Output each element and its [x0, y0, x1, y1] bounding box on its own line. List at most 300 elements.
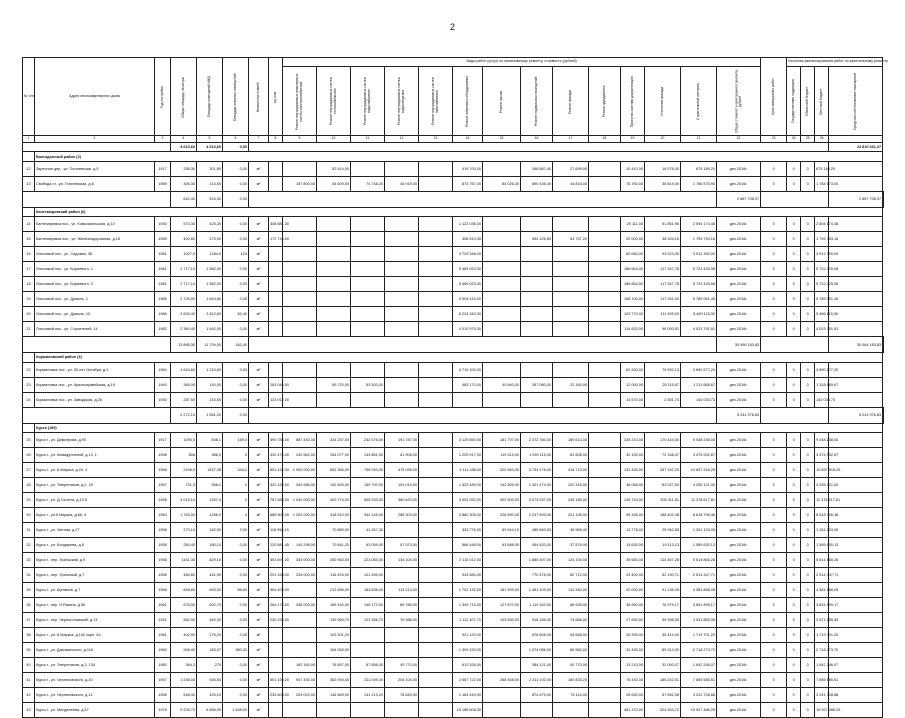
- cell-c8: [269, 161, 283, 176]
- subtotal-owners: 30 064 183,83: [829, 337, 883, 353]
- cell-c20: 2 551,73: [645, 392, 681, 407]
- cell-a1: 9 226,70: [171, 702, 197, 717]
- cell-c10: 164 045,00: [317, 642, 351, 657]
- cell-c17: 86 580,00: [553, 642, 589, 657]
- cell-n: 31: [23, 522, 35, 537]
- cell-c20: 57 652,08: [645, 687, 681, 702]
- cell-c10: 70 841,20: [317, 537, 351, 552]
- cell-a2: 1 644,80: [197, 292, 223, 307]
- cell-c13: [419, 392, 453, 407]
- cell-c21: 4 023 791,51: [681, 322, 717, 337]
- table-row: [23, 217, 884, 232]
- cell-c9: [283, 362, 317, 377]
- cell-c12: [385, 392, 419, 407]
- subtotal-gap: [249, 337, 717, 353]
- cell-c14: 1 523 489,00: [453, 477, 483, 492]
- cell-c8: 685 902,00: [269, 507, 283, 522]
- cell-year: 1917: [155, 432, 171, 447]
- cell-s26: 5 614 865,28: [815, 552, 829, 567]
- cell-c15: [483, 292, 521, 307]
- cell-s26: 3 241 728,88: [815, 687, 829, 702]
- cell-s24: 0: [787, 307, 801, 322]
- cell-a1: 2 360,40: [171, 322, 197, 337]
- cell-c15: [483, 567, 521, 582]
- cell-c11: 133 861,00: [351, 447, 385, 462]
- cell-s26: 2 718 273,70: [815, 642, 829, 657]
- cell-addr: Курск г., ул. Менделеева, д.57: [35, 702, 155, 717]
- cell-c21: 5 723 425,08: [681, 262, 717, 277]
- cell-s25: 0: [801, 477, 815, 492]
- cell-c11: [351, 362, 385, 377]
- cell-year: 1978: [155, 702, 171, 717]
- cell-c20: 89 314,00: [645, 642, 681, 657]
- cell-s26: 1 318 665,67: [815, 377, 829, 392]
- cell-c8: 233 603,00: [269, 687, 283, 702]
- cell-c17: 201 195,00: [553, 507, 589, 522]
- cell-c10: 418 510,00: [317, 507, 351, 522]
- cell-c18: [589, 552, 621, 567]
- cell-a2: 602,70: [197, 597, 223, 612]
- cell-s24: 0: [787, 447, 801, 462]
- cell-c12: [385, 322, 419, 337]
- cell-s26: 5 722 425,08: [815, 262, 829, 277]
- cell-c12: [385, 161, 419, 176]
- cell-c17: [553, 307, 589, 322]
- section-spacer: [23, 152, 35, 161]
- table-row: [23, 232, 884, 247]
- cell-s26: 1 261 103,05: [815, 522, 829, 537]
- cell-c13: [419, 507, 453, 522]
- cell-u: м²: [249, 247, 269, 262]
- header-area-regional: Площадь нежилых помещений: [223, 58, 249, 136]
- cell-c18: [589, 432, 621, 447]
- cell-c19: 461 370,00: [621, 702, 645, 717]
- cell-c9: 234 000,00: [283, 567, 317, 582]
- cell-s26: 5 466 115,30: [815, 307, 829, 322]
- cell-s23: 0: [761, 597, 787, 612]
- cell-c19: 38 065,00: [621, 477, 645, 492]
- cell-s26: 1 793 753,16: [815, 232, 829, 247]
- cell-c22: дек.2016г.: [717, 232, 761, 247]
- cell-c14: 943 584,00: [453, 567, 483, 582]
- cell-c9: 344 000,00: [283, 552, 317, 567]
- cell-c8: [269, 322, 283, 337]
- cell-year: 1981: [155, 262, 171, 277]
- cell-c16: 918 186,00: [521, 612, 553, 627]
- cell-c15: [483, 687, 521, 702]
- cell-year: 1982: [155, 322, 171, 337]
- cell-addr: Курск г., ул. Энергетиков, д.2, 25: [35, 477, 155, 492]
- cell-s25: 0: [801, 307, 815, 322]
- cell-addr: Курск г., ул. Дзержинского, д.116: [35, 642, 155, 657]
- cell-s25: 0: [801, 492, 815, 507]
- cell-c11: [351, 627, 385, 642]
- cell-s26: 15 927 486,25: [815, 702, 829, 717]
- cell-c11: 41 347,30: [351, 522, 385, 537]
- cell-c21: 10 837 918,25: [681, 462, 717, 477]
- cell-c17: 22 160,00: [553, 377, 589, 392]
- cell-c21: 1 211 665,67: [681, 377, 717, 392]
- column-number: 2: [35, 136, 155, 143]
- cell-c18: [589, 627, 621, 642]
- cell-c10: 116 494,00: [317, 567, 351, 582]
- cell-n: 25: [23, 432, 35, 447]
- cell-c9: 887 440,00: [283, 432, 317, 447]
- cell-c16: [521, 702, 553, 717]
- cell-c16: 1 574 086,00: [521, 642, 553, 657]
- cell-addr: Курск г., пер. Н.Разина, д.56: [35, 597, 155, 612]
- cell-c22: дек.2016г.: [717, 161, 761, 176]
- cell-c11: [351, 161, 385, 176]
- cell-c13: [419, 176, 453, 191]
- cell-s25: 0: [801, 362, 815, 377]
- header-w9: Ремонт внутридомовых систем теплоснабжения: [317, 67, 351, 136]
- cell-n: 14: [23, 217, 35, 232]
- cell-c16: 3 073 037,00: [521, 492, 553, 507]
- cell-c8: 172 744,00: [269, 232, 283, 247]
- cell-a1: 2 717,10: [171, 262, 197, 277]
- cell-c19: 26 650,00: [621, 687, 645, 702]
- subtotal-area2: 11 709,00: [197, 337, 223, 353]
- cell-s26: 4 255 121,00: [815, 477, 829, 492]
- cell-c16: 954 126,80: [521, 232, 553, 247]
- cell-addr: Ольховый пос., ул. Садовая, 36: [35, 247, 155, 262]
- header-unit: ед. изм.: [269, 58, 283, 136]
- cell-c8: [269, 627, 283, 642]
- cell-c13: [419, 292, 453, 307]
- cell-c9: 162 160,00: [283, 657, 317, 672]
- column-number: 9: [283, 136, 317, 143]
- cell-c21: 4 255 121,00: [681, 477, 717, 492]
- cell-c19: 76 440,00: [621, 672, 645, 687]
- cell-addr: Курск г., ул.К.Маркса, д.66, 4: [35, 507, 155, 522]
- header-w8: Ремонт внутридомовых инженерных систем электроснабжения: [283, 67, 317, 136]
- cell-c10: 192 605,00: [317, 477, 351, 492]
- cell-a3: 0,00: [223, 377, 249, 392]
- cell-c16: 1 481 109,00: [521, 582, 553, 597]
- cell-c22: дек.2016г.: [717, 432, 761, 447]
- cell-s25: 0: [801, 277, 815, 292]
- page-number: 2: [449, 22, 455, 32]
- cell-c20: 117 347,78: [645, 262, 681, 277]
- cell-addr: Курск г., ул. К.Маркса, д.24, 4: [35, 462, 155, 477]
- cell-c15: 103 830,00: [483, 612, 521, 627]
- cell-c8: [269, 262, 283, 277]
- cell-s26: 3 474 932,67: [815, 447, 829, 462]
- cell-c10: [317, 217, 351, 232]
- cell-a1: 2 717,10: [171, 277, 197, 292]
- cell-c13: [419, 362, 453, 377]
- cell-u: м²: [249, 627, 269, 642]
- cell-c22: дек.2016г.: [717, 627, 761, 642]
- cell-n: 38: [23, 627, 35, 642]
- cell-c15: [483, 657, 521, 672]
- subtotal-sum: 5 241 976,83: [717, 407, 761, 423]
- cell-s26: 1 642 246,07: [815, 657, 829, 672]
- cell-c20: 324 354,72: [645, 702, 681, 717]
- cell-c8: [269, 307, 283, 322]
- grand-total-sum: 24 810 661,37: [829, 143, 883, 152]
- cell-c14: 5 469 023,30: [453, 277, 483, 292]
- cell-s26: 7 855 585,51: [815, 672, 829, 687]
- cell-c16: [521, 292, 553, 307]
- cell-s23: 0: [761, 392, 787, 407]
- cell-a1: 346,00: [171, 377, 197, 392]
- cell-c18: [589, 307, 621, 322]
- cell-a3: 0,00: [223, 567, 249, 582]
- cell-c18: [589, 702, 621, 717]
- cell-year: 1951: [155, 612, 171, 627]
- cell-c14: 921 120,00: [453, 627, 483, 642]
- cell-c11: [351, 262, 385, 277]
- cell-c20: 205 311,81: [645, 492, 681, 507]
- cell-c12: [385, 292, 419, 307]
- cell-year: 1957: [155, 477, 171, 492]
- cell-c18: [589, 217, 621, 232]
- cell-c13: [419, 537, 453, 552]
- cell-c16: [521, 307, 553, 322]
- table-row: [23, 377, 884, 392]
- cell-a3: 0: [223, 477, 249, 492]
- cell-c12: 40 770,00: [385, 657, 419, 672]
- cell-c20: 111 905,00: [645, 307, 681, 322]
- cell-s25: 0: [801, 392, 815, 407]
- cell-a1: 400,80: [171, 232, 197, 247]
- cell-c10: 212 656,00: [317, 582, 351, 597]
- table-row: [23, 322, 884, 337]
- cell-c15: 268 458,00: [483, 672, 521, 687]
- cell-s23: 0: [761, 492, 787, 507]
- header-w12: Ремонт внутридомовых систем газоснабжения: [419, 67, 453, 136]
- cell-c21: 3 474 932,67: [681, 447, 717, 462]
- table-row: [23, 522, 884, 537]
- subtotal-owners: 2 657 708,37: [829, 191, 883, 207]
- cell-a2: 6 856,05: [197, 702, 223, 717]
- cell-u: м²: [249, 597, 269, 612]
- cell-year: 1981: [155, 627, 171, 642]
- cell-year: 1961: [155, 597, 171, 612]
- cell-addr: Ольховый пос., ул. Бориевого, 2: [35, 277, 155, 292]
- cell-a2: 1557,4: [197, 492, 223, 507]
- cell-s26: 2 871 855,35: [815, 612, 829, 627]
- cell-c15: [483, 627, 521, 642]
- cell-c17: 76 116,00: [553, 687, 589, 702]
- cell-year: 1998: [155, 447, 171, 462]
- cell-c14: 483 170,00: [453, 377, 483, 392]
- cell-s25: 0: [801, 432, 815, 447]
- cell-c22: дек.2016г.: [717, 377, 761, 392]
- cell-c10: [317, 232, 351, 247]
- cell-pad: [883, 191, 884, 207]
- cell-addr: Курск г., ул. Энергетиков, д.3, 134: [35, 657, 155, 672]
- cell-u: м²: [249, 362, 269, 377]
- cell-a2: 693,30: [197, 582, 223, 597]
- header-s24: Областной бюджет: [801, 67, 815, 136]
- cell-c17: 81 608,00: [553, 447, 589, 462]
- cell-a2: 182,90: [197, 522, 223, 537]
- cell-c8: 851 432,00: [269, 462, 283, 477]
- cell-a3: 0,00: [223, 672, 249, 687]
- cell-s26: 5 789 051,45: [815, 292, 829, 307]
- cell-c8: 490 785,00: [269, 432, 283, 447]
- cell-c21: 3 851 899,17: [681, 597, 717, 612]
- cell-c18: [589, 657, 621, 672]
- table-row: [23, 292, 884, 307]
- cell-c20: 52 190,71: [645, 567, 681, 582]
- cell-a1: 676,00: [171, 597, 197, 612]
- cell-c8: [269, 176, 283, 191]
- cell-year: 1958: [155, 552, 171, 567]
- cell-c9: 240 562,00: [283, 447, 317, 462]
- column-number: 3: [155, 136, 171, 143]
- cell-c13: [419, 161, 453, 176]
- header-s23: Государственная поддержка: [787, 67, 801, 136]
- cell-addr: Ольховый пос., ул. Строителей, 14: [35, 322, 155, 337]
- cell-n: 18: [23, 277, 35, 292]
- cell-year: 1984: [155, 362, 171, 377]
- cell-u: м²: [249, 277, 269, 292]
- cell-c8: [269, 657, 283, 672]
- cell-u: м²: [249, 492, 269, 507]
- column-number: 10: [317, 136, 351, 143]
- cell-c10: 103 301,20: [317, 627, 351, 642]
- cell-c8: [269, 642, 283, 657]
- cell-s25: 0: [801, 612, 815, 627]
- cell-c11: [351, 392, 385, 407]
- cell-c22: дек.2016г.: [717, 612, 761, 627]
- column-number: 13: [419, 136, 453, 143]
- cell-c19: 13 778,00: [621, 522, 645, 537]
- cell-year: 1930: [155, 217, 171, 232]
- cell-s25: 0: [801, 702, 815, 717]
- cell-c15: [483, 161, 521, 176]
- cell-c12: [385, 522, 419, 537]
- cell-c20: 72 168,47: [645, 447, 681, 462]
- cell-a1: 2 726,90: [171, 292, 197, 307]
- cell-year: 1958: [155, 582, 171, 597]
- cell-a3: 0,00: [223, 392, 249, 407]
- cell-c8: 601 159,00: [269, 672, 283, 687]
- cell-c22: дек.2016г.: [717, 392, 761, 407]
- cell-s25: 0: [801, 627, 815, 642]
- column-number: 14: [453, 136, 483, 143]
- cell-c19: 60 060,00: [621, 247, 645, 262]
- cell-c18: [589, 612, 621, 627]
- cell-c9: [283, 277, 317, 292]
- subtotal-area3: 0,00: [223, 407, 249, 423]
- cell-c21: 2 514 347,71: [681, 567, 717, 582]
- cell-c21: 8 618 706,48: [681, 507, 717, 522]
- section-title: Кантемировский район (6): [35, 207, 883, 216]
- cell-c12: 89 785,00: [385, 597, 419, 612]
- cell-c8: 332 476,00: [269, 447, 283, 462]
- cell-a2: 460,30: [197, 612, 223, 627]
- cell-s24: 0: [787, 657, 801, 672]
- cell-a3: 86,60: [223, 582, 249, 597]
- cell-year: 1963: [155, 507, 171, 522]
- capital-repair-table-wrapper: [22, 57, 888, 712]
- cell-year: 1958: [155, 522, 171, 537]
- cell-s25: 0: [801, 537, 815, 552]
- cell-c21: 11 378 617,81: [681, 492, 717, 507]
- cell-a3: 0,00: [223, 232, 249, 247]
- cell-s24: 0: [787, 161, 801, 176]
- cell-s25: 0: [801, 672, 815, 687]
- cell-c20: 188 402,48: [645, 507, 681, 522]
- cell-c19: 32 430,00: [621, 642, 645, 657]
- cell-addr: Курск г., ул. Уютная, д.27: [35, 522, 155, 537]
- cell-c17: 74 686,00: [553, 612, 589, 627]
- cell-c21: 1 786 575,90: [681, 176, 717, 191]
- cell-s23: 0: [761, 362, 787, 377]
- cell-s23: 0: [761, 552, 787, 567]
- cell-c16: 3 734 176,00: [521, 462, 553, 477]
- cell-year: 1940: [155, 377, 171, 392]
- table-row: [23, 702, 884, 717]
- subtotal-owners: 5 241 976,83: [829, 407, 883, 423]
- cell-a1: 364,3: [171, 657, 197, 672]
- cell-s23: 0: [761, 477, 787, 492]
- cell-c17: 189 613,00: [553, 432, 589, 447]
- cell-c12: 191 787,00: [385, 432, 419, 447]
- cell-c17: 36 965,40: [553, 522, 589, 537]
- cell-c10: [317, 392, 351, 407]
- table-row: [23, 582, 884, 597]
- cell-c17: 246 185,00: [553, 492, 589, 507]
- cell-n: 23: [23, 377, 35, 392]
- cell-s23: 0: [761, 217, 787, 232]
- header-w17: Ремонт фундамента: [589, 67, 621, 136]
- cell-c18: [589, 362, 621, 377]
- cell-s25: 0: [801, 447, 815, 462]
- cell-s24: 0: [787, 702, 801, 717]
- cell-c13: [419, 217, 453, 232]
- cell-c16: 2 311 192,00: [521, 672, 553, 687]
- cell-s26: 5 722 425,08: [815, 277, 829, 292]
- cell-n: 26: [23, 447, 35, 462]
- cell-a1: 848,60: [171, 582, 197, 597]
- cell-n: 37: [23, 612, 35, 627]
- cell-c9: 1 202 000,00: [283, 507, 317, 522]
- cell-c20: 79 592,13: [645, 362, 681, 377]
- cell-c22: дек.2016г.: [717, 522, 761, 537]
- cell-c11: 223 083,00: [351, 552, 385, 567]
- cell-u: м²: [249, 567, 269, 582]
- cell-c12: [385, 247, 419, 262]
- cell-addr: Кантемировка пос., ул. Железнодорожная, д.18: [35, 232, 155, 247]
- cell-n: 36: [23, 597, 35, 612]
- cell-a3: 2,00: [223, 522, 249, 537]
- cell-c17: 40 770,00: [553, 657, 589, 672]
- cell-c13: [419, 447, 453, 462]
- cell-c21: 5 614 865,28: [681, 552, 717, 567]
- table-row: [23, 277, 884, 292]
- cell-year: 1958: [155, 537, 171, 552]
- cell-c17: 124 104,00: [553, 552, 589, 567]
- cell-s23: 0: [761, 642, 787, 657]
- section-title: Волгодонской район (2): [35, 152, 883, 161]
- cell-c22: дек.2016г.: [717, 492, 761, 507]
- cell-c13: [419, 477, 453, 492]
- cell-s25: 0: [801, 522, 815, 537]
- cell-addr: Кормиловка пос., ул. 30 лет Октября, д.1: [35, 362, 155, 377]
- cell-c18: [589, 582, 621, 597]
- cell-c22: дек.2016г.: [717, 642, 761, 657]
- cell-c13: [419, 642, 453, 657]
- table-row: [23, 362, 884, 377]
- cell-c8: 230 294,00: [269, 612, 283, 627]
- cell-addr: Заречное дер., ул. Гоголевская, д.5: [35, 161, 155, 176]
